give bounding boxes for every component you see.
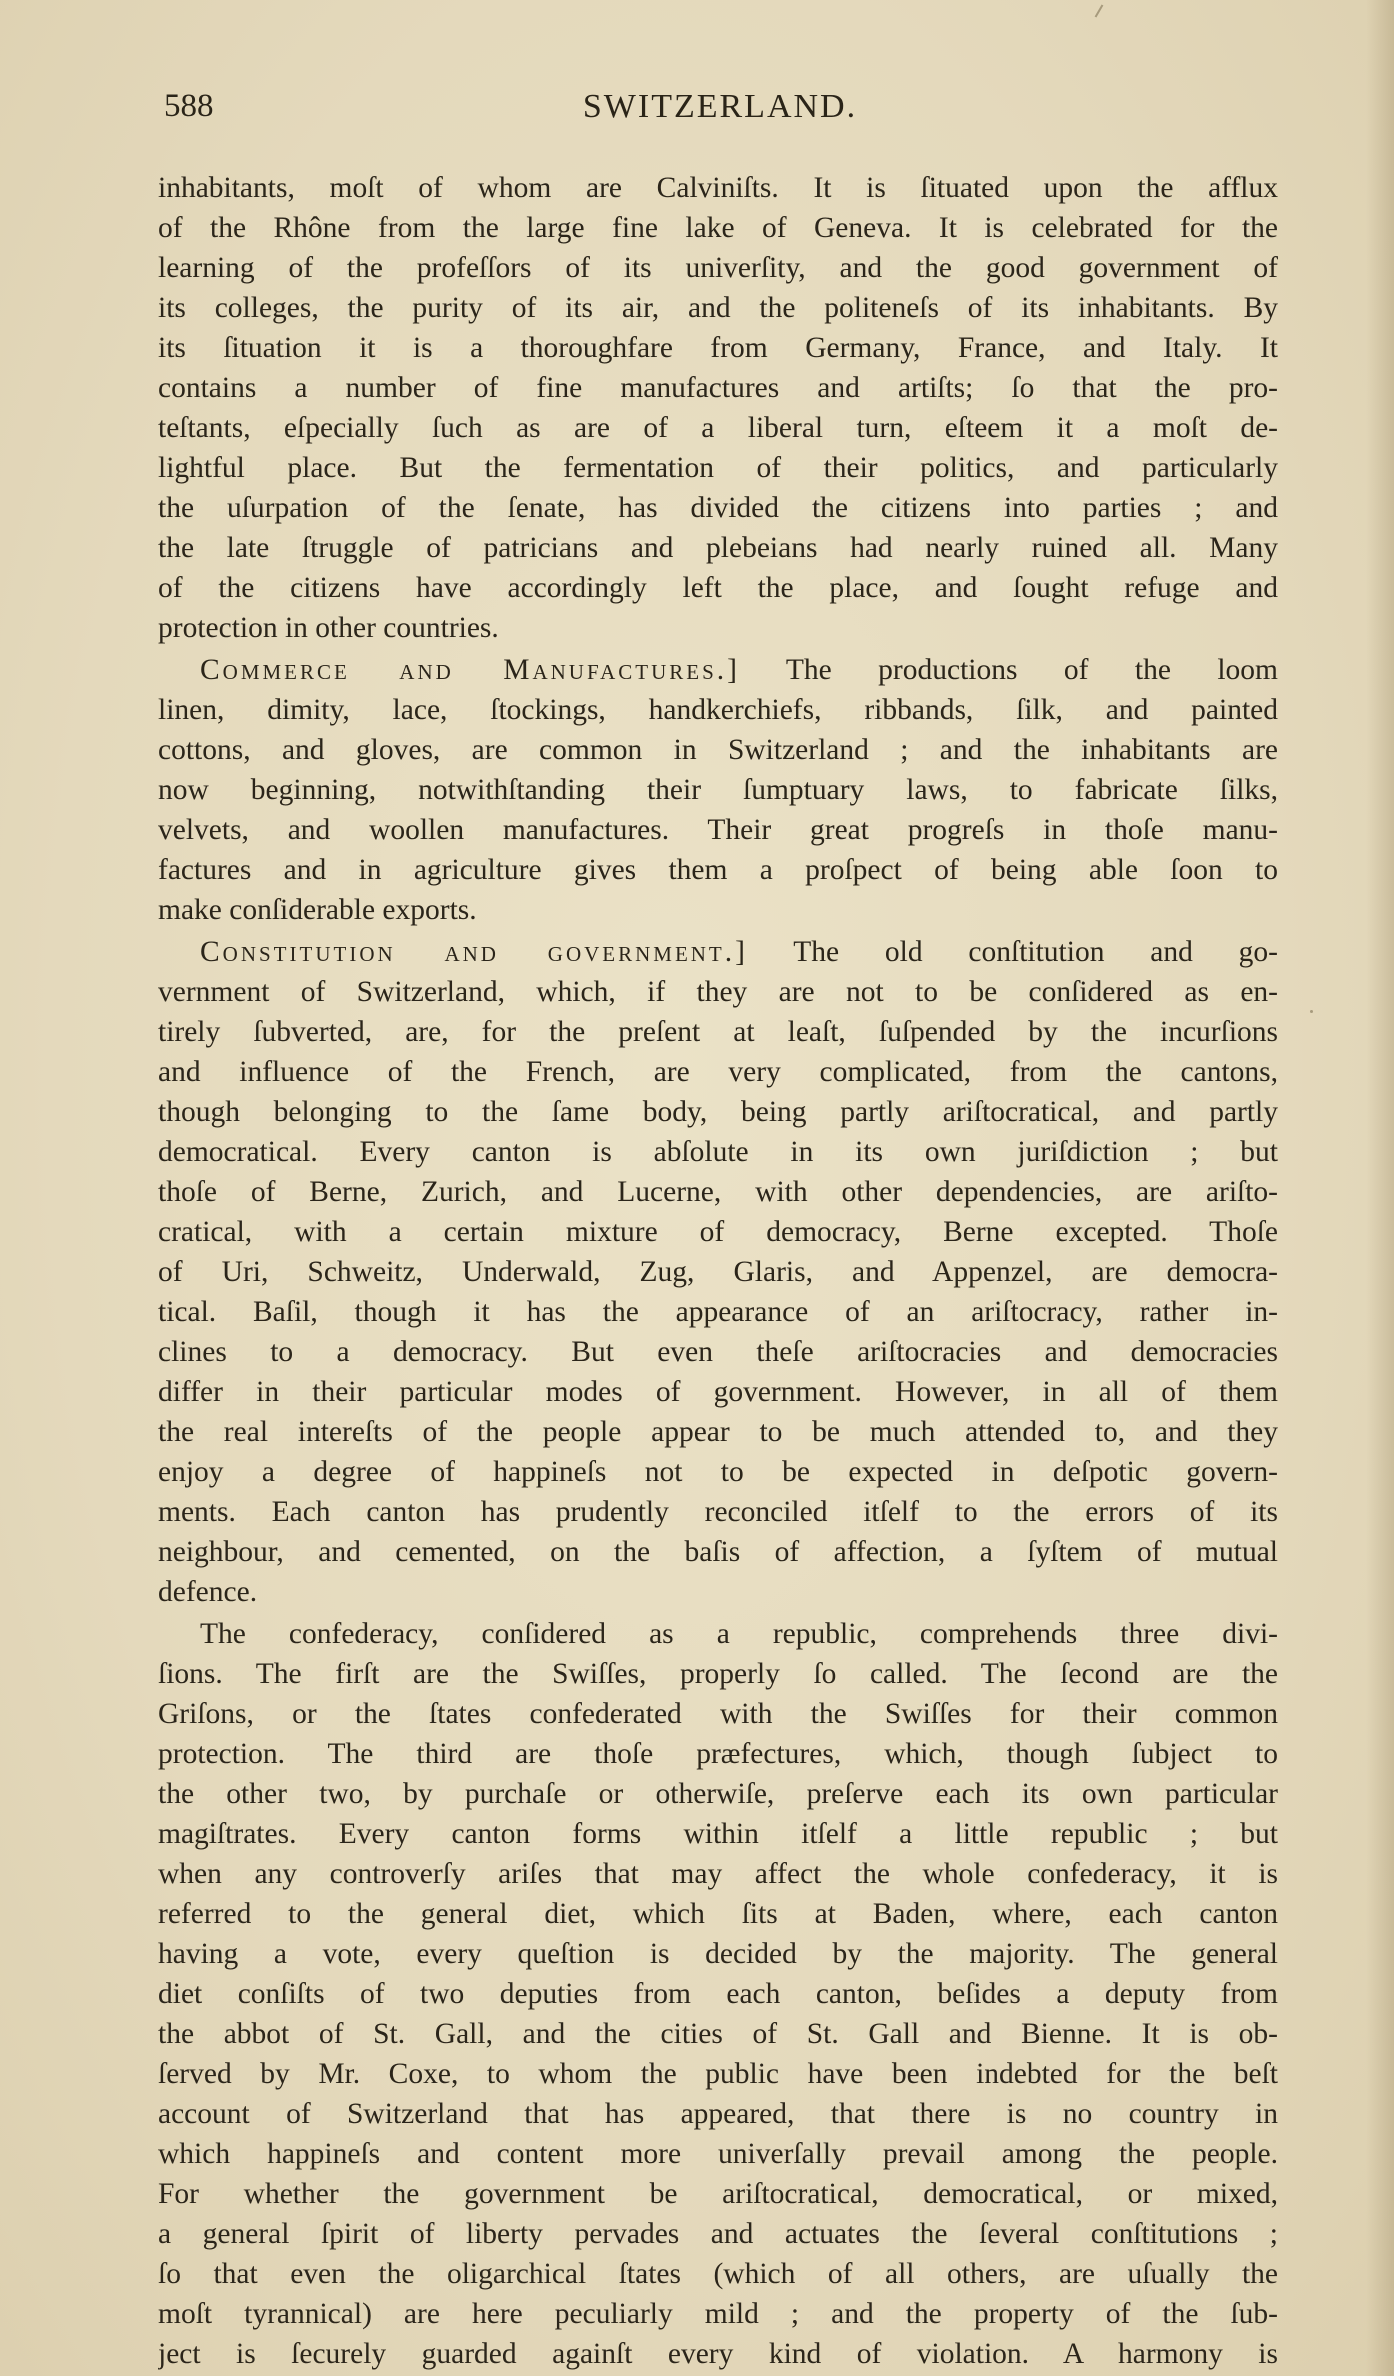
text-line: protection in other countries.: [158, 612, 499, 644]
text-line: inhabitants, moſt of whom are Calviniſts. It is ſituated upon the afflux: [158, 172, 1278, 204]
text-line: its colleges, the purity of its air, and the politeneſs of its inhabitants. By: [158, 292, 1278, 324]
text-line: the other two, by purchaſe or otherwiſe, preſerve each its own particular: [158, 1778, 1278, 1810]
text-line: the late ſtruggle of patricians and plebeians had nearly ruined all. Many: [158, 532, 1278, 564]
text-line: thoſe of Berne, Zurich, and Lucerne, with other dependencies, are ariſto-: [158, 1176, 1278, 1208]
section-first-line: [158, 932, 1278, 972]
text-line: The old conſtitution and go-: [793, 936, 1278, 968]
text-line: Griſons, or the ſtates confederated with the Swiſſes for their common: [158, 1698, 1278, 1730]
text-line: the real intereſts of the people appear to be much attended to, and they: [158, 1416, 1278, 1448]
text-line: tirely ſubverted, are, for the preſent at leaſt, ſuſpended by the incurſions: [158, 1016, 1278, 1048]
text-line: The productions of the loom: [785, 654, 1278, 686]
text-line: ſo that even the oligarchical ſtates (which of all others, are uſually the: [158, 2258, 1278, 2290]
text-line: of the Rhône from the large fine lake of Geneva. It is celebrated for the: [158, 212, 1278, 244]
paragraph-constitution: [158, 932, 1278, 1612]
text-line: factures and in agriculture gives them a proſpect of being able ſoon to: [158, 854, 1278, 886]
speck-mark: [1095, 4, 1104, 17]
paragraph-confederacy: [158, 1614, 1278, 2374]
text-line: tical. Baſil, though it has the appearance of an ariſtocracy, rather in-: [158, 1296, 1278, 1328]
text-line: learning of the profeſſors of its univerſity, and the good government of: [158, 252, 1278, 284]
text-line: cratical, with a certain mixture of democracy, Berne excepted. Thoſe: [158, 1216, 1278, 1248]
text-line: referred to the general diet, which ſits at Baden, where, each canton: [158, 1898, 1278, 1930]
text-line: velvets, and woollen manufactures. Their great progreſs in thoſe manu-: [158, 814, 1278, 846]
text-line: teſtants, eſpecially ſuch as are of a liberal turn, eſteem it a moſt de-: [158, 412, 1278, 444]
text-line: ſerved by Mr. Coxe, to whom the public have been indebted for the beſt: [158, 2058, 1278, 2090]
paragraph-commerce: [158, 650, 1278, 930]
text-line: protection. The third are thoſe præfectures, which, though ſubject to: [158, 1738, 1278, 1770]
text-line: when any controverſy ariſes that may affect the whole confederacy, it is: [158, 1858, 1278, 1890]
text-line: a general ſpirit of liberty pervades and actuates the ſeveral conſtitutions ;: [158, 2218, 1278, 2250]
page-number: 588: [164, 88, 214, 124]
text-line: vernment of Switzerland, which, if they are not to be conſidered as en-: [158, 976, 1278, 1008]
speck-mark: [1310, 1010, 1313, 1013]
text-line: ject is ſecurely guarded againſt every kind of violation. A harmony is: [158, 2338, 1278, 2370]
section-heading-constitution: Constitution and government.]: [200, 936, 748, 968]
text-line: diet conſiſts of two deputies from each canton, beſides a deputy from: [158, 1978, 1278, 2010]
text-line: and influence of the French, are very complicated, from the cantons,: [158, 1056, 1278, 1088]
text-line: magiſtrates. Every canton forms within itſelf a little republic ; but: [158, 1818, 1278, 1850]
text-line: neighbour, and cemented, on the baſis of affection, a ſyſtem of mutual: [158, 1536, 1278, 1568]
text-line: of Uri, Schweitz, Underwald, Zug, Glaris, and Appenzel, are democra-: [158, 1256, 1278, 1288]
text-line: make conſiderable exports.: [158, 894, 477, 926]
section-first-line: [158, 650, 1278, 690]
text-line: linen, dimity, lace, ſtockings, handkerchiefs, ribbands, ſilk, and painted: [158, 694, 1278, 726]
body-text: [158, 168, 1278, 2376]
text-line: ſions. The firſt are the Swiſſes, properly ſo called. The ſecond are the: [158, 1658, 1278, 1690]
text-line: the abbot of St. Gall, and the cities of St. Gall and Bienne. It is ob-: [158, 2018, 1278, 2050]
text-line: account of Switzerland that has appeared, that there is no country in: [158, 2098, 1278, 2130]
text-line: enjoy a degree of happineſs not to be expected in deſpotic govern-: [158, 1456, 1278, 1488]
text-line: ments. Each canton has prudently reconciled itſelf to the errors of its: [158, 1496, 1278, 1528]
section-heading-commerce: Commerce and Manufactures.]: [200, 654, 740, 686]
text-line: lightful place. But the fermentation of their politics, and particularly: [158, 452, 1278, 484]
text-line: democratical. Every canton is abſolute in its own juriſdiction ; but: [158, 1136, 1278, 1168]
text-line: though belonging to the ſame body, being partly ariſtocratical, and partly: [158, 1096, 1278, 1128]
text-line: contains a number of fine manufactures and artiſts; ſo that the pro-: [158, 372, 1278, 404]
text-line: the uſurpation of the ſenate, has divided the citizens into parties ; and: [158, 492, 1278, 524]
text-line: having a vote, every queſtion is decided by the majority. The general: [158, 1938, 1278, 1970]
text-line: clines to a democracy. But even theſe ariſtocracies and democracies: [158, 1336, 1278, 1368]
text-line: now beginning, notwithſtanding their ſumptuary laws, to fabricate ſilks,: [158, 774, 1278, 806]
page-header: [160, 88, 1280, 132]
text-line: cottons, and gloves, are common in Switzerland ; and the inhabitants are: [158, 734, 1278, 766]
running-head: SWITZERLAND.: [582, 88, 858, 125]
page-edge-shadow: [1366, 0, 1394, 2376]
text-line: defence.: [158, 1576, 258, 1608]
text-line: differ in their particular modes of government. However, in all of them: [158, 1376, 1278, 1408]
text-line: For whether the government be ariſtocratical, democratical, or mixed,: [158, 2178, 1278, 2210]
text-line: which happineſs and content more univerſally prevail among the people.: [158, 2138, 1278, 2170]
text-line: The confederacy, conſidered as a republic, comprehends three divi-: [200, 1618, 1278, 1650]
paragraph-geneva: [158, 168, 1278, 648]
text-line: moſt tyrannical) are here peculiarly mild ; and the property of the ſub-: [158, 2298, 1278, 2330]
text-line: of the citizens have accordingly left the place, and ſought refuge and: [158, 572, 1278, 604]
text-line: its ſituation it is a thoroughfare from Germany, France, and Italy. It: [158, 332, 1278, 364]
